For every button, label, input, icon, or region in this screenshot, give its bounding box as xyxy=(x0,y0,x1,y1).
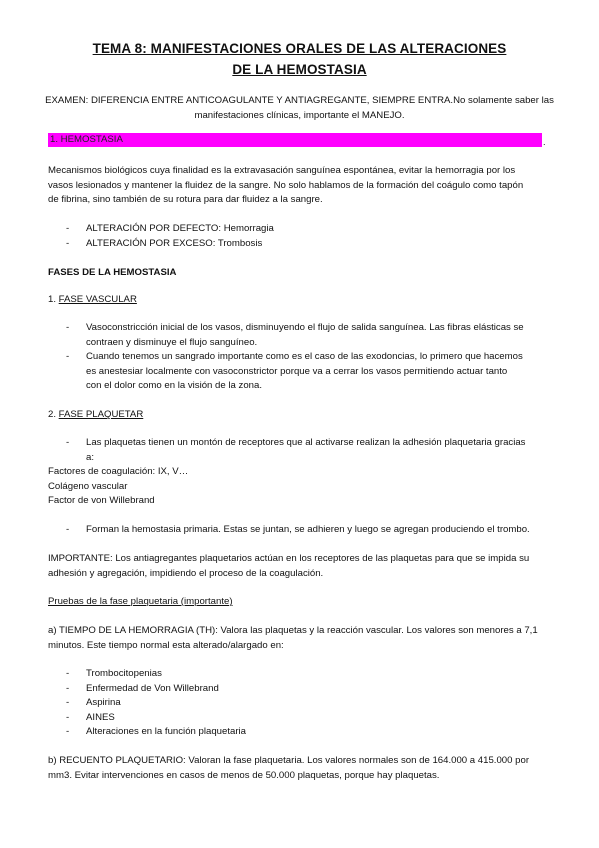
important-line-1: IMPORTANTE: Los antiagregantes plaquetarios actúan en los receptores de las plaquetas para que se impida su xyxy=(48,553,530,564)
bullet-marker: - xyxy=(66,524,70,535)
cause-item: Enfermedad de Von Willebrand xyxy=(86,683,219,694)
title-line-2: DE LA HEMOSTASIA xyxy=(232,62,367,77)
vascular-item-1-line-1: Vasoconstricción inicial de los vasos, disminuyendo el flujo de salida sanguínea. Las fibras elásticas se xyxy=(86,322,524,333)
recuento-line-2: mm3. Evitar intervenciones en casos de menos de 50.000 plaquetas, porque hay plaquetas. xyxy=(48,769,440,781)
bullet-marker: - xyxy=(66,322,70,333)
bullet-marker: - xyxy=(66,726,70,737)
intro-line-2: vasos lesionados y mantener la fluidez de la sangre. No solo hablamos de la formación del coágulo como tapón xyxy=(48,179,524,191)
intro-line-1: Mecanismos biológicos cuya finalidad es la extravasación sanguínea espontánea, evitar la hemorragia por los xyxy=(48,165,516,176)
intro-line-3: de fibrina, sino también de su rotura para dar fluidez a la sangre. xyxy=(48,194,323,206)
document-title xyxy=(40,38,559,80)
plaquetar-item-1 xyxy=(86,436,566,465)
plaquetar-item-1-line-2: a: xyxy=(86,451,95,463)
phase-vascular-number: 1. xyxy=(48,294,59,305)
exam-note-line-2: manifestaciones clínicas, importante el MANEJO. xyxy=(194,109,405,121)
cause-item: AINES xyxy=(86,712,115,723)
exam-note xyxy=(40,94,559,123)
bullet-marker: - xyxy=(66,437,70,448)
vascular-item-1-line-2: contraen y disminuye el flujo sanguíneo. xyxy=(86,336,258,348)
plaquetar-item-2: Forman la hemostasia primaria. Estas se juntan, se adhieren y luego se agregan produciendo el trombo. xyxy=(86,524,530,535)
phases-heading: FASES DE LA HEMOSTASIA xyxy=(48,267,177,278)
vascular-item-2-line-2: es anestesiar localmente con vasoconstrictor porque va a cerrar los vasos permitiendo actuar tanto xyxy=(86,365,508,377)
phase-plaquetar-heading xyxy=(48,408,143,423)
trailing-dot: . xyxy=(543,137,546,147)
tiempo-line-2: minutos. Este tiempo normal esta alterado/alargado en: xyxy=(48,639,284,651)
bullet-marker: - xyxy=(66,697,70,708)
bullet-marker: - xyxy=(66,683,70,694)
alteration-excess: ALTERACIÓN POR EXCESO: Trombosis xyxy=(86,238,263,249)
vascular-item-2 xyxy=(86,350,566,394)
tiempo-hemorragia xyxy=(48,624,563,653)
section-heading-highlight xyxy=(48,133,542,147)
phase-vascular-heading xyxy=(48,293,137,308)
tiempo-line-1: a) TIEMPO DE LA HEMORRAGIA (TH): Valora las plaquetas y la reacción vascular. Los valores son menores a 7,1 xyxy=(48,625,538,636)
phase-plaquetar-number: 2. xyxy=(48,409,59,420)
cause-item: Trombocitopenias xyxy=(86,668,162,679)
exam-note-line-1: EXAMEN: DIFERENCIA ENTRE ANTICOAGULANTE Y ANTIAGREGANTE, SIEMPRE ENTRA.No solamente saber las xyxy=(45,95,554,106)
plaquetar-item-1-line-1: Las plaquetas tienen un montón de receptores que al activarse realizan la adhesión plaquetaria gracias xyxy=(86,437,526,448)
important-note xyxy=(48,552,563,581)
recuento-line-1: b) RECUENTO PLAQUETARIO: Valoran la fase plaquetaria. Los valores normales son de 164.000 a 415.000 por xyxy=(48,755,530,766)
recuento-plaquetario xyxy=(48,754,563,783)
important-line-2: adhesión y agregación, impidiendo el proceso de la coagulación. xyxy=(48,567,324,579)
phase-vascular-title: FASE VASCULAR xyxy=(58,294,137,305)
vascular-item-1 xyxy=(86,321,566,350)
bullet-marker: - xyxy=(66,712,70,723)
bullet-marker: - xyxy=(66,238,70,249)
alteration-defect: ALTERACIÓN POR DEFECTO: Hemorragia xyxy=(86,223,274,234)
bullet-marker: - xyxy=(66,351,70,362)
bullet-marker: - xyxy=(66,223,70,234)
bullet-marker: - xyxy=(66,668,70,679)
title-line-1: TEMA 8: MANIFESTACIONES ORALES DE LAS ALTERACIONES xyxy=(92,41,507,56)
phase-plaquetar-title: FASE PLAQUETAR xyxy=(58,409,144,420)
factor-willebrand: Factor de von Willebrand xyxy=(48,495,155,507)
factor-list xyxy=(48,465,188,509)
hemostasia-intro xyxy=(48,164,558,208)
cause-item: Alteraciones en la función plaquetaria xyxy=(86,726,247,737)
factor-coagulacion: Factores de coagulación: IX, V… xyxy=(48,466,189,477)
vascular-item-2-line-1: Cuando tenemos un sangrado importante como es el caso de las exodoncias, lo primero que hacemos xyxy=(86,351,523,362)
vascular-item-2-line-3: con el dolor como en la visión de la zona. xyxy=(86,380,262,392)
section-heading-hemostasia: 1. HEMOSTASIA xyxy=(50,134,123,145)
cause-item: Aspirina xyxy=(86,697,121,708)
factor-colageno: Colágeno vascular xyxy=(48,480,128,492)
pruebas-heading: Pruebas de la fase plaquetaria (importante) xyxy=(48,596,233,607)
